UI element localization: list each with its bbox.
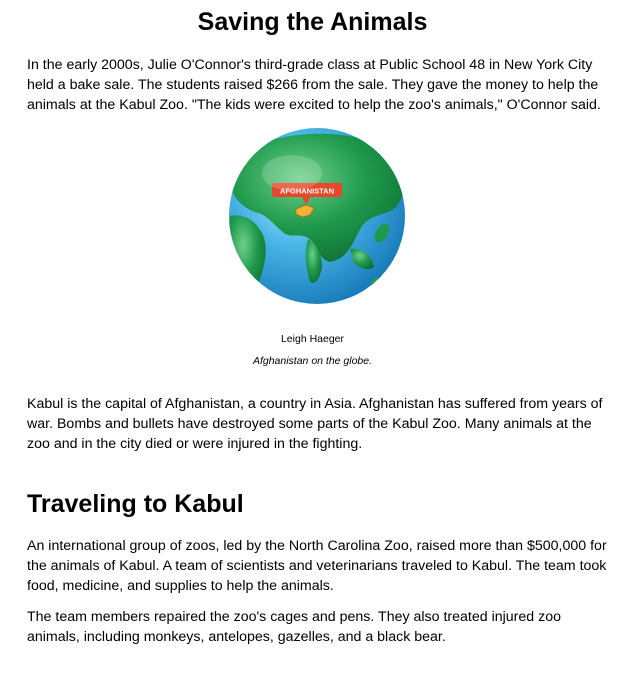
globe-shine (262, 155, 322, 191)
zoos-paragraph: An international group of zoos, led by the North Carolina Zoo, raised more than $500,000 for the animals of Kabul. A team of scientists and veterinarians traveled to Kabul. The team took food, medicine, and supplies to help the animals. (27, 538, 607, 594)
intro-paragraph: In the early 2000s, Julie O'Connor's third-grade class at Public School 48 in New York City held a bake sale. The students raised $266 from the sale. They gave the money to help the animals at the Kabul Zoo. "The kids were excited to help the zoo's animals," O'Connor said. (27, 57, 601, 113)
globe-figure (222, 121, 412, 311)
photo-credit: Leigh Haeger (280, 333, 345, 345)
page-title: Saving the Animals (197, 8, 428, 36)
figure-caption: Afghanistan on the globe. (252, 355, 373, 367)
kabul-paragraph: Kabul is the capital of Afghanistan, a country in Asia. Afghanistan has suffered from years of war. Bombs and bullets have destroyed some parts of the Kabul Zoo. Many animals at the zoo and in the city died or were injured in the fighting. (27, 396, 603, 452)
globe-image (222, 121, 412, 311)
section-heading: Traveling to Kabul (27, 490, 244, 518)
land-australia (370, 277, 406, 302)
afghanistan-label: AFGHANISTAN (279, 186, 335, 196)
repairs-paragraph: The team members repaired the zoo's cages and pens. They also treated injured zoo animals, including monkeys, antelopes, gazelles, and a black bear. (27, 609, 561, 645)
